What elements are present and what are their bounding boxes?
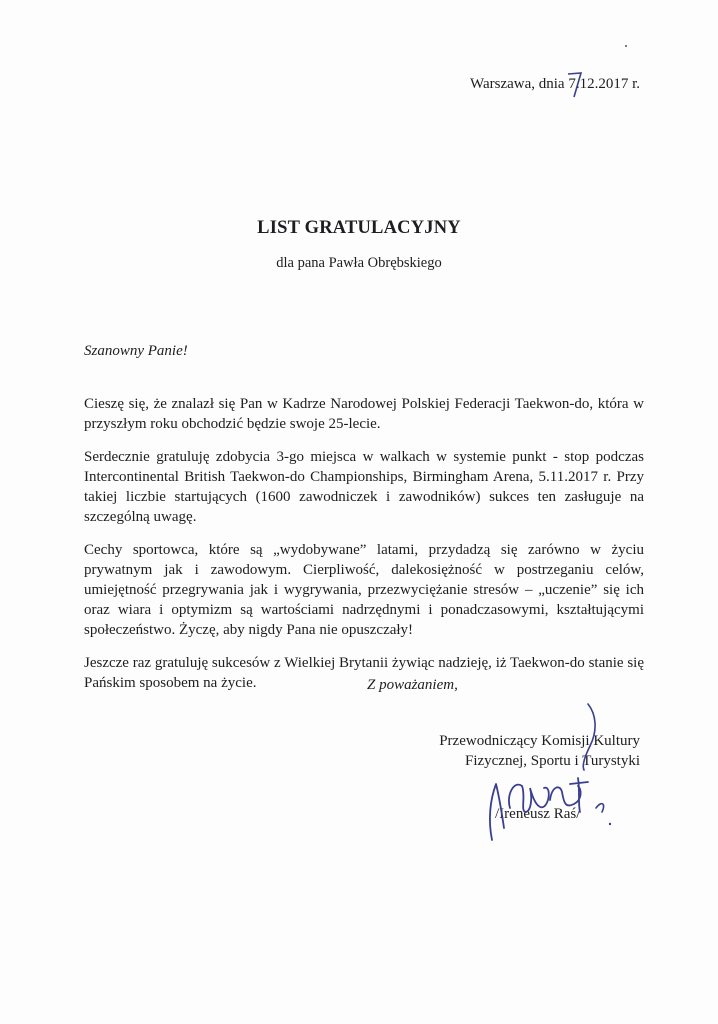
signatory-title-line: Przewodniczący Komisji Kultury <box>439 733 640 749</box>
letter-body <box>84 394 644 706</box>
signatory-name: /Ireneusz Raś/ <box>495 806 581 822</box>
paragraph: Jeszcze raz gratuluję sukcesów z Wielkiej Brytanii żywiąc nadzieję, iż Taekwon-do stanie się Pańskim sposobem na życie. <box>84 655 644 691</box>
letter-date: Warszawa, dnia 7.12.2017 r. <box>470 76 640 92</box>
handwritten-date-correction <box>565 70 587 100</box>
paragraph: Cechy sportowca, które są „wydobywane” latami, przydadzą się zarówno w życiu prywatnym jak i zawodowym. Cierpliwość, dalekosiężność w postrzeganiu celów, umiejętność przegrywania jak i wygrywania, przezwyciężanie stresów – „uczenie” się ich oraz wiara i optymizm są wartościami nadrzędnymi i ponadczasowymi, kształtującymi społeczeństwo. Życzę, aby nigdy Pana nie opuszczały! <box>84 542 644 638</box>
closing: Z poważaniem, <box>367 677 458 693</box>
salutation: Szanowny Panie! <box>84 343 188 359</box>
handwritten-signature <box>470 700 620 850</box>
signatory-title-line: Fizycznej, Sportu i Turystyki <box>464 753 640 769</box>
paragraph: Cieszę się, że znalazł się Pan w Kadrze Narodowej Polskiej Federacji Taekwon-do, która w przyszłym roku obchodzić będzie swoje 25-lecie. <box>84 396 644 432</box>
letter-subtitle: dla pana Pawła Obrębskiego <box>276 255 442 271</box>
letter-title: LIST GRATULACYJNY <box>257 218 461 238</box>
ink-dot <box>624 44 628 48</box>
paragraph: Serdecznie gratuluję zdobycia 3-go miejsca w walkach w systemie punkt - stop podczas Intercontinental British Taekwon-do Championships, Birmingham Arena, 5.11.2017 r. Przy takiej liczbie startujących (1600 zawodniczek i zawodników) sukces ten zasługuje na szczególną uwagę. <box>84 449 644 525</box>
